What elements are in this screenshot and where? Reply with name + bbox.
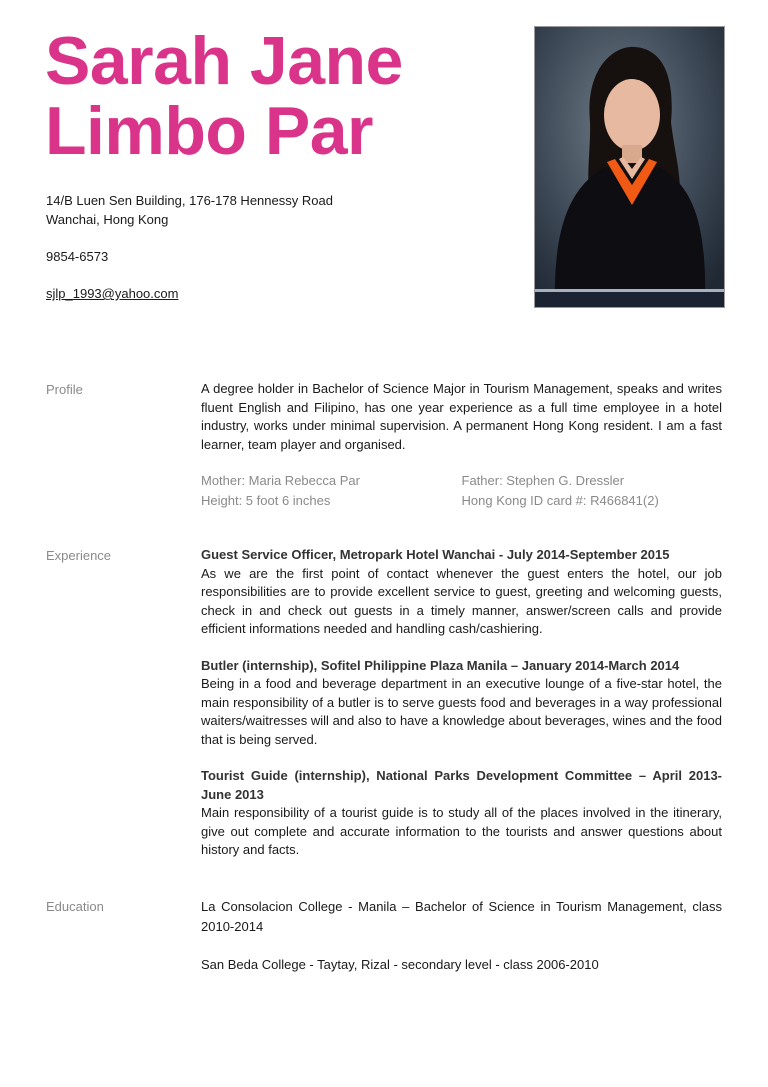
job-description: As we are the first point of contact whenever the guest enters the hotel, our job responsibilities are to provide excellent service to guest, greeting and welcoming guests, check in and check out guests in a timely manner, answer/screen calls and provide efficient informations needed and handling cash/cashiering. (201, 565, 722, 636)
job-entry (201, 657, 722, 750)
job-title: Tourist Guide (internship), National Parks Development Committee – April 2013-June 2013 (201, 768, 722, 802)
height-info: Height: 5 foot 6 inches (201, 493, 331, 508)
phone-number: 9854-6573 (46, 249, 109, 264)
id-card-info: Hong Kong ID card #: R466841(2) (461, 493, 659, 508)
education-content (201, 897, 722, 993)
mother-name: Mother: Maria Rebecca Par (201, 473, 360, 488)
resume-name (45, 23, 403, 169)
job-title: Butler (internship), Sofitel Philippine Plaza Manila – January 2014-March 2014 (201, 657, 680, 673)
email-link[interactable]: sjlp_1993@yahoo.com (46, 286, 179, 301)
profile-text: A degree holder in Bachelor of Science Major in Tourism Management, speaks and writes fluent English and Filipino, has one year experience as a full time employee in a hotel industry, works under minimal supervision. A permanent Hong Kong resident. I am a fast learner, team player and organised. (201, 381, 722, 452)
job-description: Main responsibility of a tourist guide is to study all of the places involved in the itinerary, give out complete and accurate information to the tourists and answer questions about history and facts. (201, 805, 722, 857)
education-item: La Consolacion College - Manila – Bachelor of Science in Tourism Management, class 2010-2014 (201, 899, 722, 934)
contact-block (46, 191, 333, 303)
section-label-education: Education (46, 899, 104, 914)
section-label-experience: Experience (46, 548, 112, 563)
graduation-portrait-photo (534, 26, 725, 308)
name-line-2: Limbo Par (45, 93, 373, 169)
personal-details (201, 471, 722, 511)
father-name: Father: Stephen G. Dressler (461, 473, 625, 488)
section-label-profile: Profile (46, 382, 83, 397)
education-item: San Beda College - Taytay, Rizal - secondary level - class 2006-2010 (201, 957, 599, 972)
experience-content (201, 546, 722, 878)
address-line-1: 14/B Luen Sen Building, 176-178 Hennessy Road (46, 193, 333, 208)
job-entry (201, 546, 722, 639)
education-entry (201, 897, 722, 937)
education-entry (201, 955, 722, 975)
job-title: Guest Service Officer, Metropark Hotel Wanchai - July 2014-September 2015 (201, 547, 670, 562)
name-line-1: Sarah Jane (45, 23, 403, 99)
job-description: Being in a food and beverage department in an executive lounge of a five-star hotel, the main responsibility of a butler is to serve guests food and beverages in a way professional waiters/waitresses will and also to have a knowledge about beverages, wines and the food that is being served. (201, 676, 722, 747)
profile-content (201, 380, 722, 454)
job-entry (201, 767, 722, 860)
address-line-2: Wanchai, Hong Kong (46, 212, 169, 227)
